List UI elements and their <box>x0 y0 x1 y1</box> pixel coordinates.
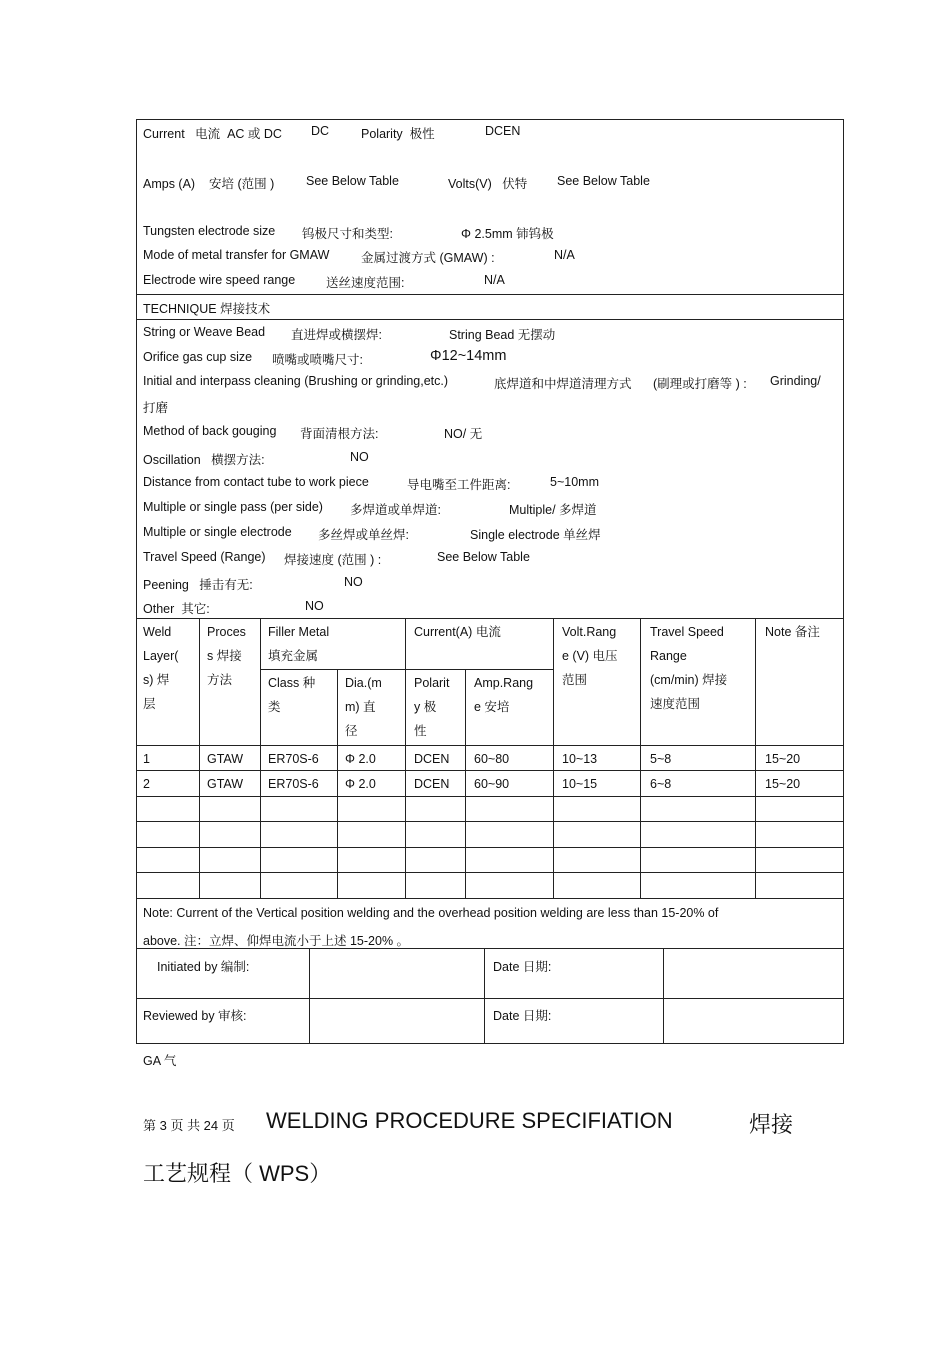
multi-electrode-value: Single electrode 单丝焊 <box>470 528 601 542</box>
multi-pass-label: Multiple or single pass (per side) <box>143 500 323 514</box>
technique-heading: TECHNIQUE 焊接技术 <box>143 302 271 316</box>
multi-electrode-label: Multiple or single electrode <box>143 525 292 539</box>
header-process: Proces s 焊接 方法 <box>207 625 246 687</box>
row-line <box>136 847 844 848</box>
polarity-label: Polarity 极性 <box>361 127 435 141</box>
col-line <box>405 618 406 898</box>
volts-value: See Below Table <box>557 174 650 188</box>
header-current: Current(A) 电流 <box>414 625 501 639</box>
header-class: Class 种 类 <box>268 676 316 714</box>
row2-process: GTAW <box>207 777 244 791</box>
tungsten-label-zh: 钨极尺寸和类型: <box>302 227 393 241</box>
string-weave-value: String Bead 无摆动 <box>449 328 556 342</box>
reviewed-by-label: Reviewed by 审核: <box>143 1009 247 1023</box>
back-gouging-value: NO/ 无 <box>444 427 483 441</box>
tungsten-value: Φ 2.5mm 铈钨极 <box>461 227 554 241</box>
divider <box>136 319 844 320</box>
initiated-by-label: Initiated by 编制: <box>157 960 250 974</box>
document-title-zh: 焊接 <box>749 1112 794 1137</box>
header-polarity: Polarit y 极 性 <box>414 676 450 738</box>
row1-process: GTAW <box>207 752 244 766</box>
document-title-en: WELDING PROCEDURE SPECIFIATION <box>266 1108 673 1133</box>
oscillation-label: Oscillation 横摆方法: <box>143 453 265 467</box>
header-weld-layer: Weld Layer( s) 焊 层 <box>143 625 179 711</box>
mode-label-zh: 金属过渡方式 (GMAW) : <box>361 251 495 265</box>
back-gouging-label-zh: 背面清根方法: <box>300 427 379 441</box>
divider <box>136 294 844 295</box>
other-value: NO <box>305 599 324 613</box>
row2-note: 15~20 <box>765 777 801 791</box>
row2-volt: 10~15 <box>562 777 598 791</box>
cleaning-label-zh2: (刷理或打磨等 ) : <box>653 377 747 391</box>
signoff-top-line <box>136 948 844 949</box>
row2-class: ER70S-6 <box>268 777 319 791</box>
signoff-col-line <box>484 948 485 1044</box>
date-label-1: Date 日期: <box>493 960 552 974</box>
row2-travel: 6~8 <box>650 777 672 791</box>
row2-layer: 2 <box>143 777 150 791</box>
peening-value: NO <box>344 575 363 589</box>
row1-polarity: DCEN <box>414 752 450 766</box>
peening-label: Peening 捶击有无: <box>143 578 253 592</box>
row1-travel: 5~8 <box>650 752 672 766</box>
oscillation-value: NO <box>350 450 369 464</box>
current-row: Current 电流 AC 或 DC <box>143 127 282 141</box>
row1-layer: 1 <box>143 752 150 766</box>
row1-amp: 60~80 <box>474 752 510 766</box>
row2-dia: Φ 2.0 <box>345 777 376 791</box>
header-volt-range: Volt.Rang e (V) 电压 范围 <box>562 625 618 687</box>
multi-pass-label-zh: 多焊道或单焊道: <box>350 503 441 517</box>
col-line <box>260 618 261 898</box>
page-info: 第 3 页 共 24 页 <box>143 1118 235 1133</box>
col-line <box>640 618 641 898</box>
gas-label: GA 气 <box>143 1054 177 1068</box>
col-line <box>465 669 466 898</box>
mode-label: Mode of metal transfer for GMAW <box>143 248 330 262</box>
amps-label: Amps (A) 安培 (范围 ) <box>143 177 275 191</box>
header-amp-range: Amp.Rang e 安培 <box>474 676 534 714</box>
note-line1: Note: Current of the Vertical position welding and the overhead position welding are less than 15-20% of <box>143 906 719 920</box>
multi-pass-value: Multiple/ 多焊道 <box>509 503 597 517</box>
row-line <box>136 872 844 873</box>
distance-value: 5~10mm <box>550 475 599 489</box>
header-filler-metal: Filler Metal 填充金属 <box>268 625 330 663</box>
header-diameter: Dia.(m m) 直 径 <box>345 676 382 738</box>
wire-speed-label: Electrode wire speed range <box>143 273 296 287</box>
row1-dia: Φ 2.0 <box>345 752 376 766</box>
col-line <box>337 669 338 898</box>
row2-polarity: DCEN <box>414 777 450 791</box>
wire-speed-label-zh: 送丝速度范围: <box>326 276 405 290</box>
header-travel-speed: Travel Speed Range (cm/min) 焊接 速度范围 <box>650 625 728 711</box>
cleaning-label-zh: 底焊道和中焊道清理方式 <box>494 377 632 391</box>
cleaning-label: Initial and interpass cleaning (Brushing or grinding,etc.) <box>143 374 449 388</box>
polarity-value: DCEN <box>485 124 521 138</box>
distance-label: Distance from contact tube to work piece <box>143 475 369 489</box>
mode-value: N/A <box>554 248 575 262</box>
row1-class: ER70S-6 <box>268 752 319 766</box>
orifice-value: Φ12~14mm <box>430 348 507 364</box>
travel-value: See Below Table <box>437 550 530 564</box>
distance-label-zh: 导电嘴至工件距离: <box>407 478 511 492</box>
string-weave-label: String or Weave Bead <box>143 325 266 339</box>
signoff-col-line <box>663 948 664 1044</box>
row-line <box>136 796 844 797</box>
other-label: Other 其它: <box>143 602 210 616</box>
document-title-zh-line2: 工艺规程（ WPS） <box>143 1161 332 1186</box>
wire-speed-value: N/A <box>484 273 505 287</box>
orifice-label: Orifice gas cup size <box>143 350 253 364</box>
travel-label-zh: 焊接速度 (范围 ) : <box>284 553 382 567</box>
row-line <box>136 898 844 899</box>
tungsten-label: Tungsten electrode size <box>143 224 276 238</box>
row-line <box>136 745 844 746</box>
row1-note: 15~20 <box>765 752 801 766</box>
orifice-label-zh: 喷嘴或喷嘴尺寸: <box>272 353 363 367</box>
row2-amp: 60~90 <box>474 777 510 791</box>
volts-label: Volts(V) 伏特 <box>448 177 528 191</box>
multi-electrode-label-zh: 多丝焊或单丝焊: <box>318 528 409 542</box>
col-line <box>755 618 756 898</box>
cleaning-value: Grinding/ <box>770 374 821 388</box>
current-value: DC <box>311 124 330 138</box>
row-line <box>136 821 844 822</box>
table-top-border <box>136 618 844 619</box>
amps-value: See Below Table <box>306 174 399 188</box>
note-line2: above. 注：立焊、仰焊电流小于上述 15-20% 。 <box>143 934 410 948</box>
subheader-line <box>260 669 553 670</box>
string-weave-label-zh: 直进焊或横摆焊: <box>291 328 382 342</box>
back-gouging-label: Method of back gouging <box>143 424 277 438</box>
signoff-col-line <box>309 948 310 1044</box>
date-label-2: Date 日期: <box>493 1009 552 1023</box>
cleaning-value-zh: 打磨 <box>143 401 169 415</box>
col-line <box>199 618 200 898</box>
row-line <box>136 770 844 771</box>
row1-volt: 10~13 <box>562 752 598 766</box>
col-line <box>553 618 554 898</box>
travel-label: Travel Speed (Range) <box>143 550 266 564</box>
signoff-mid-line <box>136 998 844 999</box>
header-note: Note 备注 <box>765 625 820 639</box>
